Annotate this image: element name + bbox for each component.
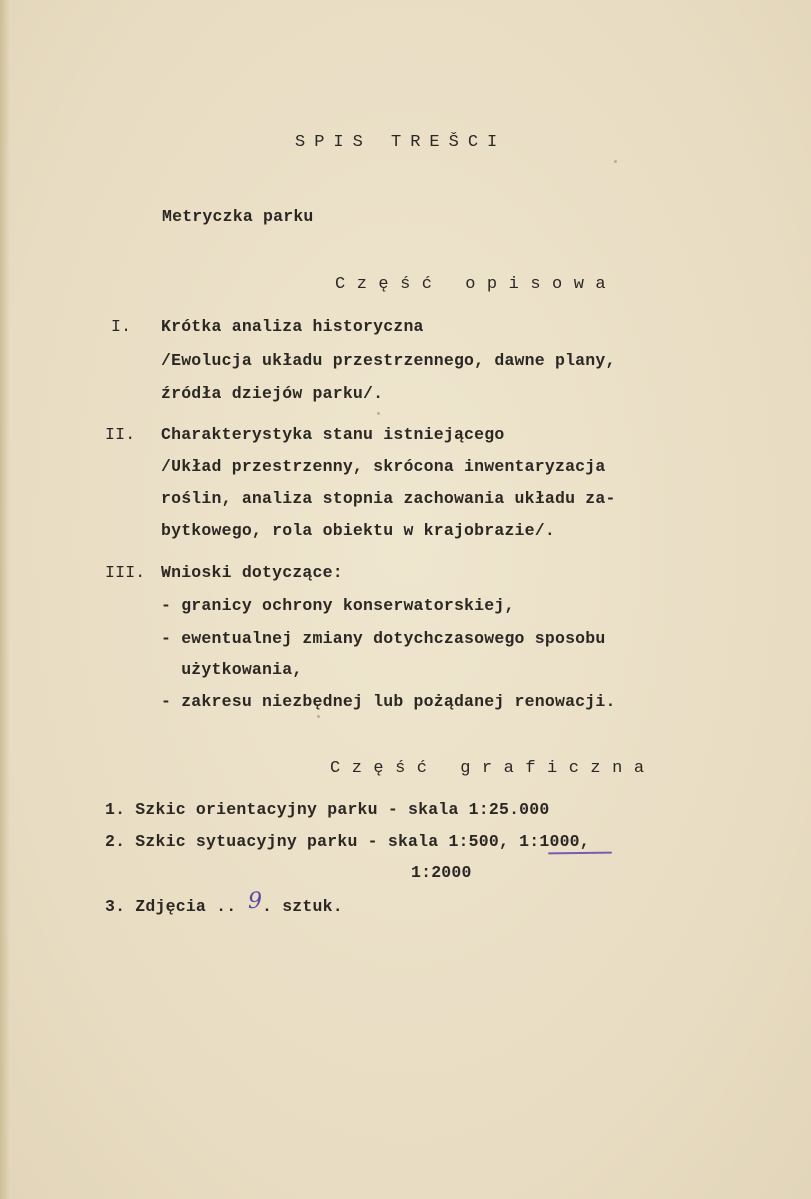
pen-underline — [548, 852, 612, 855]
item-3-line-3: - ewentualnej zmiany dotychczasowego sposobu — [161, 629, 606, 648]
item-3-line-1: Wnioski dotyczące: — [161, 563, 343, 582]
section-heading-graficzna: Część graficzna — [330, 759, 656, 778]
item-2-line-4: bytkowego, rola obiektu w krajobrazie/. — [161, 521, 555, 540]
item-3-line-2: - granicy ochrony konserwatorskiej, — [161, 596, 515, 615]
item-numeral-1: I. — [111, 317, 132, 336]
paper-speck — [377, 412, 380, 415]
paper-speck — [317, 715, 320, 718]
handwritten-photo-count: 9 — [248, 889, 262, 914]
item-2-line-1: Charakterystyka stanu istniejącego — [161, 425, 505, 444]
item-1-line-1: Krótka analiza historyczna — [161, 317, 424, 336]
item-1-line-3: źródła dziejów parku/. — [161, 384, 384, 403]
graphic-item-2: 2. Szkic sytuacyjny parku - skala 1:500, 1:1000, — [105, 832, 590, 851]
page-edge-shadow — [0, 0, 10, 1199]
document-title: SPIS TREŠCI — [295, 133, 507, 152]
item-numeral-3: III. — [105, 563, 146, 582]
section-heading-opisowa: Część opisowa — [335, 275, 618, 294]
item-2-line-2: /Układ przestrzenny, skrócona inwentaryzacja — [161, 457, 606, 476]
item-numeral-2: II. — [105, 425, 136, 444]
item-3-line-4: użytkowania, — [161, 660, 303, 679]
item-1-line-2: /Ewolucja układu przestrzennego, dawne plany, — [161, 351, 616, 370]
graphic-item-3-prefix: 3. Zdjęcia .. — [105, 897, 237, 916]
graphic-item-1: 1. Szkic orientacyjny parku - skala 1:25.000 — [105, 800, 550, 819]
item-2-line-3: roślin, analiza stopnia zachowania układu za- — [161, 489, 616, 508]
graphic-item-2-continued: 1:2000 — [411, 863, 472, 882]
item-3-line-5: - zakresu niezbędnej lub pożądanej renowacji. — [161, 692, 616, 711]
graphic-item-3-suffix: . sztuk. — [262, 897, 343, 916]
paper-speck — [614, 160, 617, 163]
metryczka-entry: Metryczka parku — [162, 207, 314, 226]
